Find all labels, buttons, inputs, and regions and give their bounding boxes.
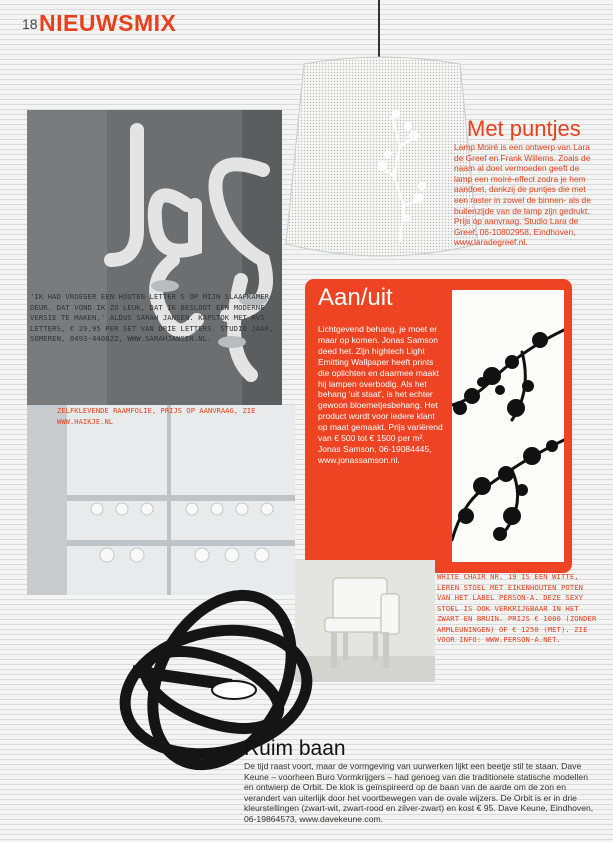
lamp-moire-image: [282, 56, 482, 261]
met-puntjes-body: Lamp Moiré is een ontwerp van Lara de Greef en Frank Willems. Zoals de naam al doet vermoeden geeft de lamp een moiré-effect zodra je hem aandoet, dankzij de puntjes die met een raster in zowel de binnen- als de buitenzijde van de lamp zijn gedrukt. Prijs op aanvraag. Studio Lara de Greef, 06-10802958, Eindhoven, www.laradegreef.nl.: [454, 142, 591, 248]
blossom-wallpaper-photo: [452, 290, 564, 562]
section-title: NIEUWSMIX: [39, 10, 177, 36]
white-chair-caption: WHITE CHAIR NR. 19 IS EEN WITTE, LEREN STOEL MET EIKENHOUTEN POTEN VAN HET LABEL PERSON-A. DEZE SEXY STOEL IS OOK VERKRIJGBAAR IN HET ZWART EN BRUIN. PRIJS € 1000 (ZONDER ARMLEUNINGEN) OF € 1250 (MET). ZIE VOOR INFO: WWW.PERSON-A.NET.: [437, 572, 597, 644]
letters-coatrack-caption: 'IK HAD VROEGER EEN HOUTEN LETTER S OP MIJN SLAAPKAMER-DEUR. DAT VOND IK ZO LEUK, DAT IK BESLOOT EEN MODERNE VERSIE TE MAKEN,' ALDUS SARAH JANSEN. KAPSTOK MET RVS LETTERS, € 29,95 PER SET VAN DRIE LETTERS. STUDIO JAAR, SOMEREN, 0493-440822, WWW.SARAHJANSEN.NL.: [30, 292, 274, 343]
page-number: 18: [22, 16, 38, 32]
window-film-photo: [27, 405, 295, 595]
window-film-caption: ZELFKLEVENDE RAAMFOLIE, PRIJS OP AANVRAAG, ZIE WWW.HAIKJE.NL: [57, 407, 256, 426]
aan-uit-title: Aan/uit: [318, 284, 393, 311]
ruim-baan-title: Ruim baan: [244, 737, 346, 760]
met-puntjes-title: Met puntjes: [467, 116, 581, 141]
letters-coatrack-photo: [27, 110, 282, 405]
aan-uit-body: Lichtgevend behang, je moet er maar op komen. Jonas Samson deed het. Zijn hightech Light Emitting Wallpaper heeft prints die oplichten en daarmee maakt hij lampen overbodig. Als het behang 'uit staat', is het echter gewoon bloemetjesbehang. Het product wordt voor iedere klant op maat gemaakt. Prijs variërend van € 500 tot € 1500 per m². Jonas Samson, 06-19084445, www.jonassamson.nl.: [318, 324, 443, 465]
lamp-cable: [378, 0, 380, 60]
ruim-baan-body: De tijd raast voort, maar de vormgeving van uurwerken lijkt een beetje stil te staan. Dave Keune – voorheen Buro Vormkrijgers – had genoeg van die traditionele statische modellen en ontwierp de Orbit. De klok is geïnspireerd op de baan van de aarde om de zon en verandert van uiterlijk door het voortbewegen van de ovale wijzers. De Orbit is er in drie kleurstellingen (zwart-wit, zwart-rood en zilver-zwart) en kost € 95. Dave Keune, Eindhoven, 06-19864573, www.davekeune.com.: [244, 761, 594, 824]
